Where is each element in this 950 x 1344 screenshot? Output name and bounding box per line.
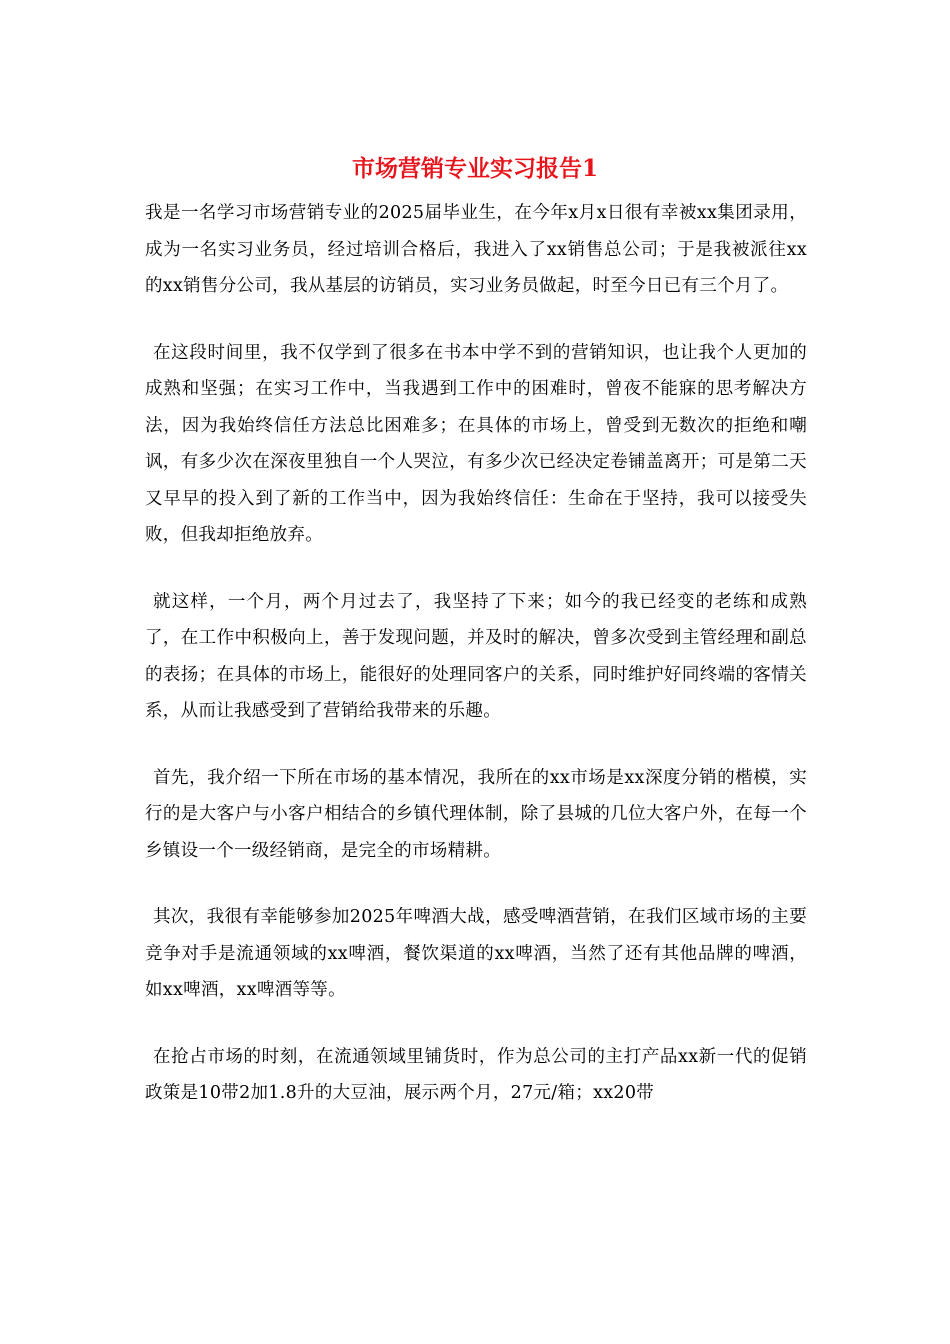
paragraph-1: 我是一名学习市场营销专业的2025届毕业生，在今年x月x日很有幸被xx集团录用，成为一名实习业务员，经过培训合格后，我进入了xx销售总公司；于是我被派往xx的xx销售分公司，我从基层的访销员，实习业务员做起，时至今日已有三个月了。 [145, 203, 807, 296]
paragraph-6: 在抢占市场的时刻，在流通领域里铺货时，作为总公司的主打产品xx新一代的促销政策是10带2加1.8升的大豆油，展示两个月，27元/箱；xx20带 [145, 1046, 807, 1103]
document-title: 市场营销专业实习报告1 [351, 155, 598, 182]
paragraph-5: 其次，我很有幸能够参加2025年啤酒大战，感受啤酒营销，在我们区域市场的主要竞争对手是流通领域的xx啤酒，餐饮渠道的xx啤酒，当然了还有其他品牌的啤酒，如xx啤酒，xx啤酒等等。 [145, 907, 807, 1000]
document-body [145, 195, 807, 1142]
paragraph-2: 在这段时间里，我不仅学到了很多在书本中学不到的营销知识，也让我个人更加的成熟和坚强；在实习工作中，当我遇到工作中的困难时，曾夜不能寐的思考解决方法，因为我始终信任方法总比困难多；在具体的市场上，曾受到无数次的拒绝和嘲讽，有多少次在深夜里独自一个人哭泣，有多少次已经决定卷铺盖离开；可是第二天又早早的投入到了新的工作当中，因为我始终信任：生命在于坚持，我可以接受失败，但我却拒绝放弃。 [145, 342, 807, 545]
paragraph-3: 就这样，一个月，两个月过去了，我坚持了下来；如今的我已经变的老练和成熟了，在工作中积极向上，善于发现问题，并及时的解决，曾多次受到主管经理和副总的表扬；在具体的市场上，能很好的处理同客户的关系，同时维护好同终端的客情关系，从而让我感受到了营销给我带来的乐趣。 [145, 591, 807, 721]
paragraph-4: 首先，我介绍一下所在市场的基本情况，我所在的xx市场是xx深度分销的楷模，实行的是大客户与小客户相结合的乡镇代理体制，除了县城的几位大客户外，在每一个乡镇设一个一级经销商，是完全的市场精耕。 [145, 767, 807, 861]
